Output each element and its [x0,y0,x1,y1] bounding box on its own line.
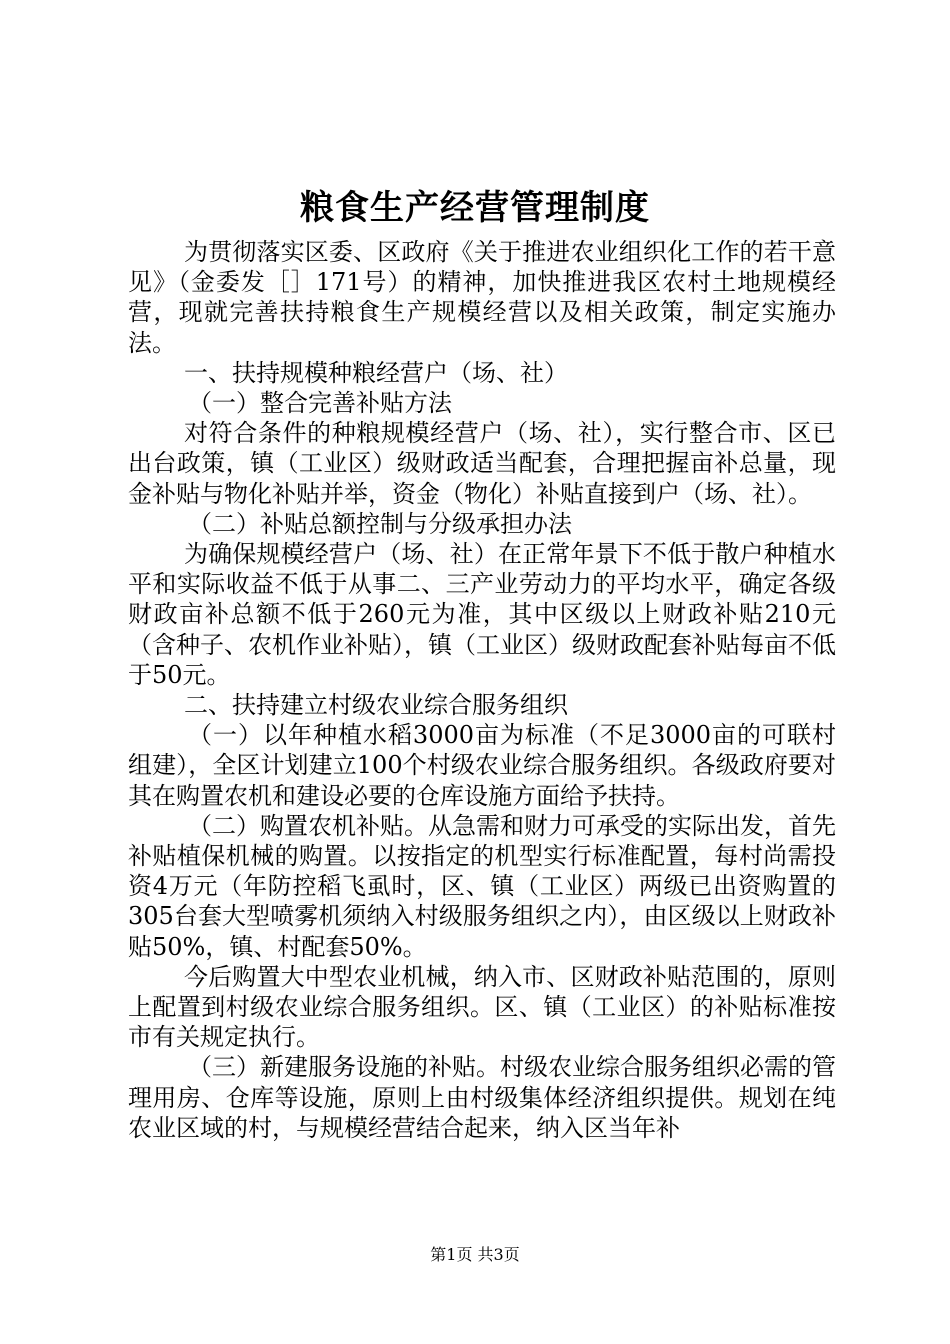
paragraph-future-purchase: 今后购置大中型农业机械，纳入市、区财政补贴范围的，原则上配置到村级农业综合服务组织。区、镇（工业区）的补贴标准按市有关规定执行。 [128,962,836,1052]
paragraph-subsidy-method: 对符合条件的种粮规模经营户（场、社），实行整合市、区已出台政策，镇（工业区）级财政适当配套，合理把握亩补总量，现金补贴与物化补贴并举，资金（物化）补贴直接到户（场、社）。 [128,419,836,508]
page-footer: 第1页 共3页 [430,1245,520,1264]
paragraph-intro: 为贯彻落实区委、区政府《关于推进农业组织化工作的若干意见》（金委发［］171号）的精神，加快推进我区农村土地规模经营，现就完善扶持粮食生产规模经营以及相关政策，制定实施办法。 [128,238,836,357]
subsection-heading-1-1: （一）整合完善补贴方法 [188,389,452,418]
paragraph-subsidy-total: 为确保规模经营户（场、社）在正常年景下不低于散户种植水平和实际收益不低于从事二、三产业劳动力的平均水平，确定各级财政亩补总额不低于260元为准，其中区级以上财政补贴210元（含种子、农机作业补贴），镇（工业区）级财政配套补贴每亩不低于50元。 [128,540,836,689]
paragraph-facility-subsidy: （三）新建服务设施的补贴。村级农业综合服务组织必需的管理用房、仓库等设施，原则上由村级集体经济组织提供。规划在纯农业区域的村，与规模经营结合起来，纳入区当年补 [128,1053,836,1142]
paragraph-service-org: （一）以年种植水稻3000亩为标准（不足3000亩的可联村组建），全区计划建立100个村级农业综合服务组织。各级政府要对其在购置农机和建设必要的仓库设施方面给予扶持。 [128,721,836,810]
subsection-heading-1-2: （二）补贴总额控制与分级承担办法 [188,509,572,538]
section-heading-1: 一、扶持规模种粮经营户（场、社） [184,358,568,387]
paragraph-machinery-subsidy: （二）购置农机补贴。从急需和财力可承受的实际出发，首先补贴植保机械的购置。以按指定的机型实行标准配置，每村尚需投资4万元（年防控稻飞虱时，区、镇（工业区）两级已出资购置的305台套大型喷雾机须纳入村级服务组织之内），由区级以上财政补贴50%，镇、村配套50%。 [128,811,836,961]
document-title: 粮食生产经营管理制度 [300,188,650,228]
document-body [128,237,836,1143]
section-heading-2: 二、扶持建立村级农业综合服务组织 [184,691,568,720]
